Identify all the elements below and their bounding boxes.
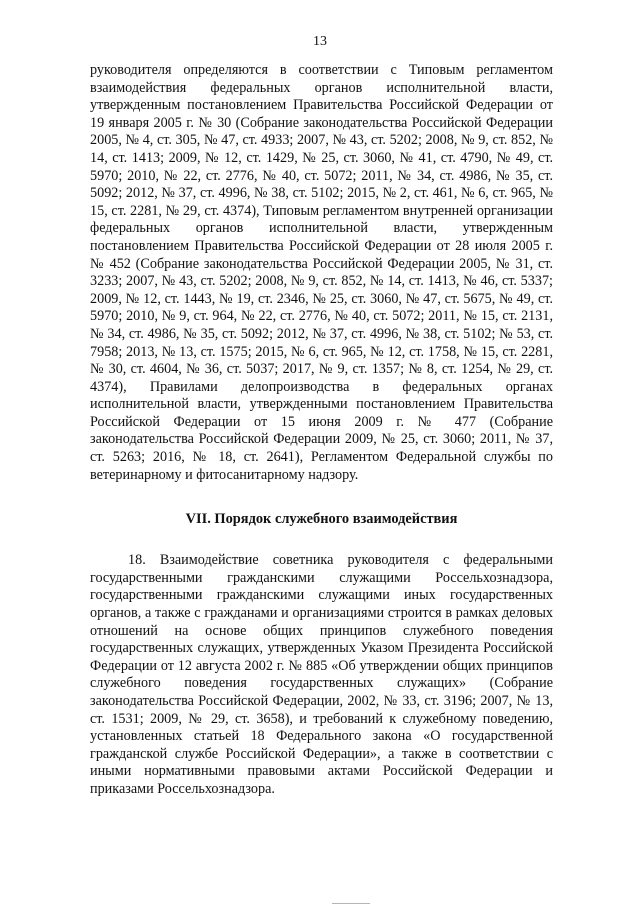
page-body bbox=[90, 62, 553, 799]
section-heading-interaction-order: VII. Порядок служебного взаимодействия bbox=[185, 511, 458, 528]
paragraph-continued-regulations: руководителя определяются в соответствии с Типовым регламентом взаимодействия федеральных органов исполнительной власти, утвержденным постановлением Правительства Российской Федерации от 19 января 2005 г. № 30 (Собрание законодательства Российской Федерации 2005, № 4, ст. 305, № 47, ст. 4933; 2007, № 43, ст. 5202; 2008, № 9, ст. 852, № 14, ст. 1413; 2009, № 12, ст. 1429, № 25, ст. 3060, № 41, ст. 4790, № 49, ст. 5970; 2010, № 22, ст. 2776, № 40, ст. 5072; 2011, № 34, ст. 4986, № 35, ст. 5092; 2012, № 37, ст. 4996, № 38, ст. 5102; 2015, № 2, ст. 461, № 6, ст. 965, № 15, ст. 2281, № 29, ст. 4374), Типовым регламентом внутренней организации федеральных органов исполнительной власти, утвержденным постановлением Правительства Российской Федерации от 28 июля 2005 г. № 452 (Собрание законодательства Российской Федерации 2005, № 31, ст. 3233; 2007, № 43, ст. 5202; 2008, № 9, ст. 852, № 14, ст. 1413, № 46, ст. 5337; 2009, № 12, ст. 1443, № 19, ст. 2346, № 25, ст. 3060, № 47, ст. 5675, № 49, ст. 5970; 2010, № 9, ст. 964, № 22, ст. 2776, № 40, ст. 5072; 2011, № 15, ст. 2131, № 34, ст. 4986, № 35, ст. 5092; 2012, № 37, ст. 4996, № 38, ст. 5102; № 53, ст. 7958; 2013, № 13, ст. 1575; 2015, № 6, ст. 965, № 12, ст. 1758, № 15, ст. 2281, № 30, ст. 4604, № 36, ст. 5037; 2017, № 9, ст. 1357; № 8, ст. 1254, № 29, ст. 4374), Правилами делопроизводства в федеральных органах исполнительной власти, утвержденными постановлением Правительства Российской Федерации от 15 июня 2009 г. № 477 (Собрание законодательства Российской Федерации 2009, № 25, ст. 3060; 2011, № 37, ст. 5263; 2016, № 18, ст. 2641), Регламентом Федеральной службы по ветеринарному и фитосанитарному надзору. bbox=[90, 62, 553, 483]
page-number: 13 bbox=[313, 34, 327, 49]
scan-artifact-line bbox=[332, 903, 370, 904]
paragraph-item-18: 18. Взаимодействие советника руководителя с федеральными государственными гражданскими служащими Россельхознадзора, государственными гражданскими служащими иных государственных органов, а также с гражданами и организациями строится в рамках деловых отношений на основе общих принципов служебного поведения государственных служащих, утвержденных Указом Президента Российской Федерации от 12 августа 2002 г. № 885 «Об утверждении общих принципов служебного поведения государственных служащих» (Собрание законодательства Российской Федерации, 2002, № 33, ст. 3196; 2007, № 13, ст. 1531; 2009, № 29, ст. 3658), и требований к служебному поведению, установленных статьей 18 Федерального закона «О государственной гражданской службе Российской Федерации», а также в соответствии с иными нормативными правовыми актами Российской Федерации и приказами Россельхознадзора. bbox=[90, 552, 553, 797]
